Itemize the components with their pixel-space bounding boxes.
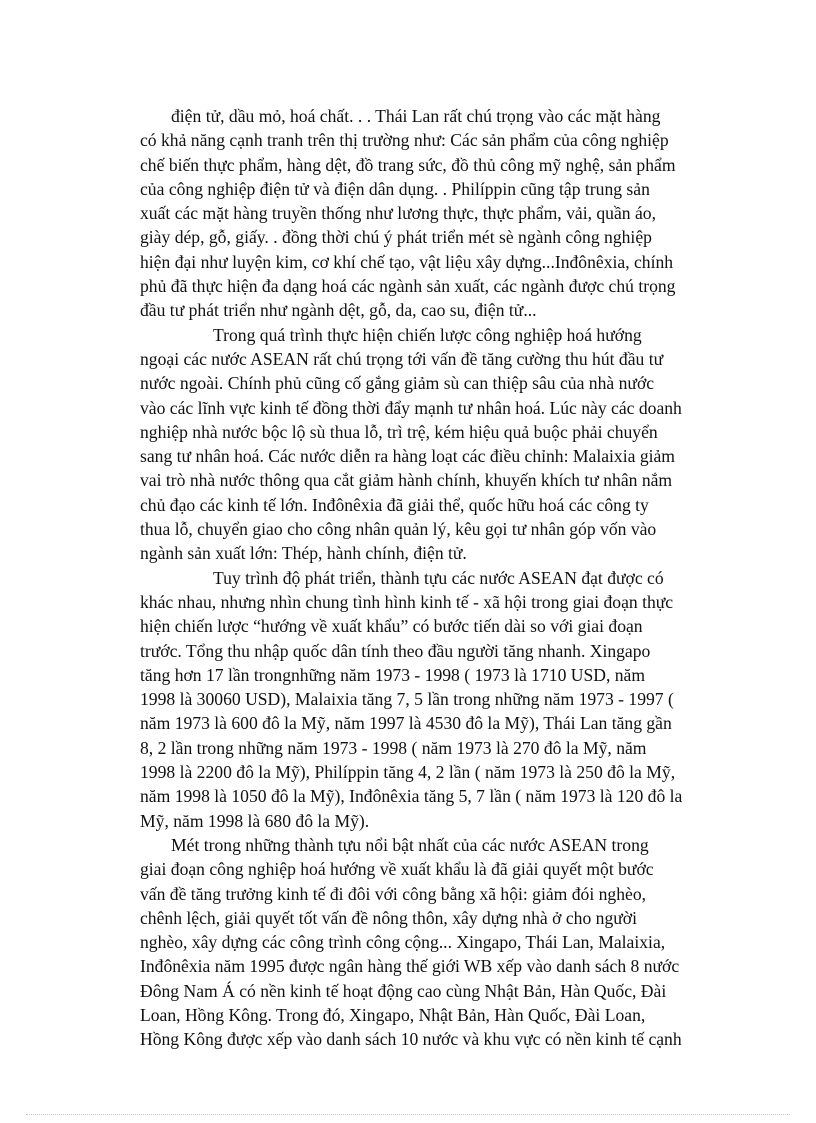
paragraph-start-line: Tuy trình độ phát triển, thành tựu các nước ASEAN đạt được có [213,567,664,588]
body-text [140,104,700,1052]
text-line: điện tử, dầu mỏ, hoá chất. . . Thái Lan rất chú trọng vào các mặt hàng [171,106,661,126]
text-line: Đông Nam Á có nền kinh tế hoạt động cao cùng Nhật Bản, Hàn Quốc, Đài [140,980,667,1001]
text-line: chế biến thực phẩm, hàng dệt, đồ trang sức, đồ thủ công mỹ nghệ, sản phẩm [140,154,676,175]
text-line: Hồng Kông được xếp vào danh sách 10 nước và khu vực có nền kinh tế cạnh [140,1029,682,1050]
text-line: nước ngoài. Chính phủ cũng cố gắng giảm sù can thiệp sâu của nhà nước [140,373,655,394]
text-line: Inđônêxia năm 1995 được ngân hàng thế giới WB xếp vào danh sách 8 nước [140,956,680,977]
page-footer-divider [26,1114,790,1115]
text-line: giày dép, gỗ, giấy. . đồng thời chú ý phát triển mét sè ngành công nghiệp [140,227,652,248]
text-line: của công nghiệp điện tử và điện dân dụng. . Philíppin cũng tập trung sản [140,178,650,199]
text-line: phủ đã thực hiện đa dạng hoá các ngành sản xuất, các ngành được chú trọng [140,276,676,297]
text-line: 1998 là 30060 USD), Malaixia tăng 7, 5 lần trong những năm 1973 - 1997 ( [140,689,674,710]
text-line: Mỹ, năm 1998 là 680 đô la Mỹ). [140,810,370,831]
text-line: 8, 2 lần trong những năm 1973 - 1998 ( năm 1973 là 270 đô la Mỹ, năm [140,737,647,758]
text-line: năm 1998 là 1050 đô la Mỹ), Inđônêxia tăng 5, 7 lần ( năm 1973 là 120 đô la [140,786,683,807]
text-line: vào các lĩnh vực kinh tế đồng thời đẩy mạnh tư nhân hoá. Lúc này các doanh [140,397,682,418]
text-line: có khả năng cạnh tranh trên thị trường như: Các sản phẩm của công nghiệp [140,130,669,151]
text-line: năm 1973 là 600 đô la Mỹ, năm 1997 là 4530 đô la Mỹ), Thái Lan tăng gần [140,713,672,734]
text-line: thua lỗ, chuyển giao cho công nhân quản lý, kêu gọi tư nhân góp vốn vào [140,519,657,540]
paragraph-start-line: Mét trong những thành tựu nổi bật nhất của các nước ASEAN trong [171,834,649,855]
text-line: vấn đề tăng trưởng kinh tế đi đôi với công bằng xã hội: giảm đói nghèo, [140,883,647,904]
text-line: ngoại các nước ASEAN rất chú trọng tới vấn đề tăng cường thu hút đầu tư [140,348,664,369]
paragraph-start-line: Trong quá trình thực hiện chiến lược công nghiệp hoá hướng [213,324,642,345]
text-line: khác nhau, nhưng nhìn chung tình hình kinh tế - xã hội trong giai đoạn thực [140,591,674,612]
text-line: xuất các mặt hàng truyền thống như lương thực, thực phẩm, vải, quần áo, [140,203,656,224]
text-line: nghiệp nhà nước bộc lộ sù thua lỗ, trì trệ, kém hiệu quả buộc phải chuyển [140,421,658,442]
text-line: tăng hơn 17 lần trongnhững năm 1973 - 1998 ( 1973 là 1710 USD, năm [140,664,646,685]
text-line: hiện chiến lược “hướng về xuất khẩu” có bước tiến dài so với giai đoạn [140,616,643,637]
text-line: hiện đại như luyện kim, cơ khí chế tạo, vật liệu xây dựng...Inđônêxia, chính [140,251,674,272]
text-line: trước. Tổng thu nhập quốc dân tính theo đầu người tăng nhanh. Xingapo [140,640,651,661]
text-line: giai đoạn công nghiệp hoá hướng về xuất khẩu là đã giải quyết một bước [140,859,654,880]
text-line: đầu tư phát triển như ngành dệt, gỗ, da, cao su, điện tử... [140,300,537,321]
text-line: vai trò nhà nước thông qua cắt giảm hành chính, khuyến khích tư nhân nắm [140,470,673,491]
text-line: 1998 là 2200 đô la Mỹ), Philíppin tăng 4, 2 lần ( năm 1973 là 250 đô la Mỹ, [140,762,676,783]
text-line: ngành sản xuất lớn: Thép, hành chính, điện tử. [140,543,467,564]
text-line: chênh lệch, giải quyết tốt vấn đề nông thôn, xây dựng nhà ở cho người [140,907,637,928]
text-line: sang tư nhân hoá. Các nước diễn ra hàng loạt các điều chỉnh: Malaixia giảm [140,446,675,467]
text-line: Loan, Hồng Kông. Trong đó, Xingapo, Nhật Bản, Hàn Quốc, Đài Loan, [140,1004,646,1025]
text-line: chủ đạo các kinh tế lớn. Inđônêxia đã giải thể, quốc hữu hoá các công ty [140,494,649,515]
text-line: nghèo, xây dựng các công trình công cộng... Xingapo, Thái Lan, Malaixia, [140,932,666,953]
